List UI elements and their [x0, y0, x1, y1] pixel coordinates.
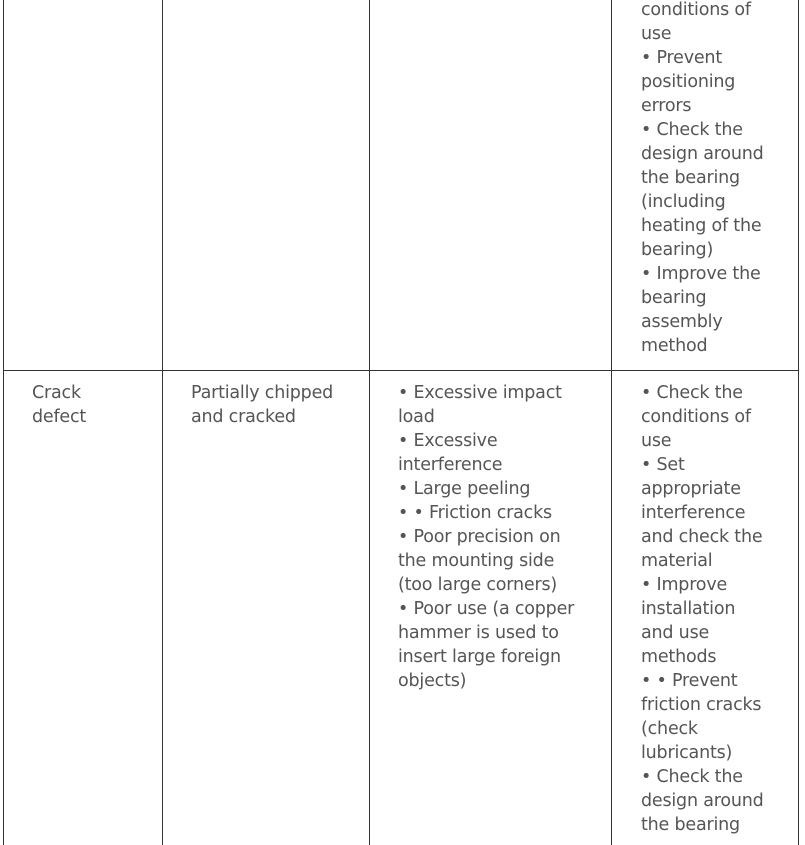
table-row-divider: [3, 370, 799, 371]
table-border-left: [3, 0, 4, 845]
table-cell-defect-condition: Partially chipped and cracked: [191, 383, 334, 427]
table-cell-countermeasures: conditions of use • Prevent positioning errors • Check the design around the bearing (including heating of the bearing) • Improve the bearing assembly method: [641, 0, 764, 356]
table-cell-defect-name: Crack defect: [32, 383, 87, 427]
table-column-divider: [611, 0, 612, 845]
table-cell-countermeasures: • Check the conditions of use • Set appropriate interference and check the material • Improve installation and use methods • • Prevent friction cracks (check lubricants) • Check the design around the bearing: [641, 383, 764, 835]
table-column-divider: [162, 0, 163, 845]
table-column-divider: [369, 0, 370, 845]
table-cell-causes: • Excessive impact load • Excessive interference • Large peeling • • Friction cracks • Poor precision on the mounting side (too large corners) • Poor use (a copper hammer is used to insert large foreign objects): [398, 383, 575, 691]
